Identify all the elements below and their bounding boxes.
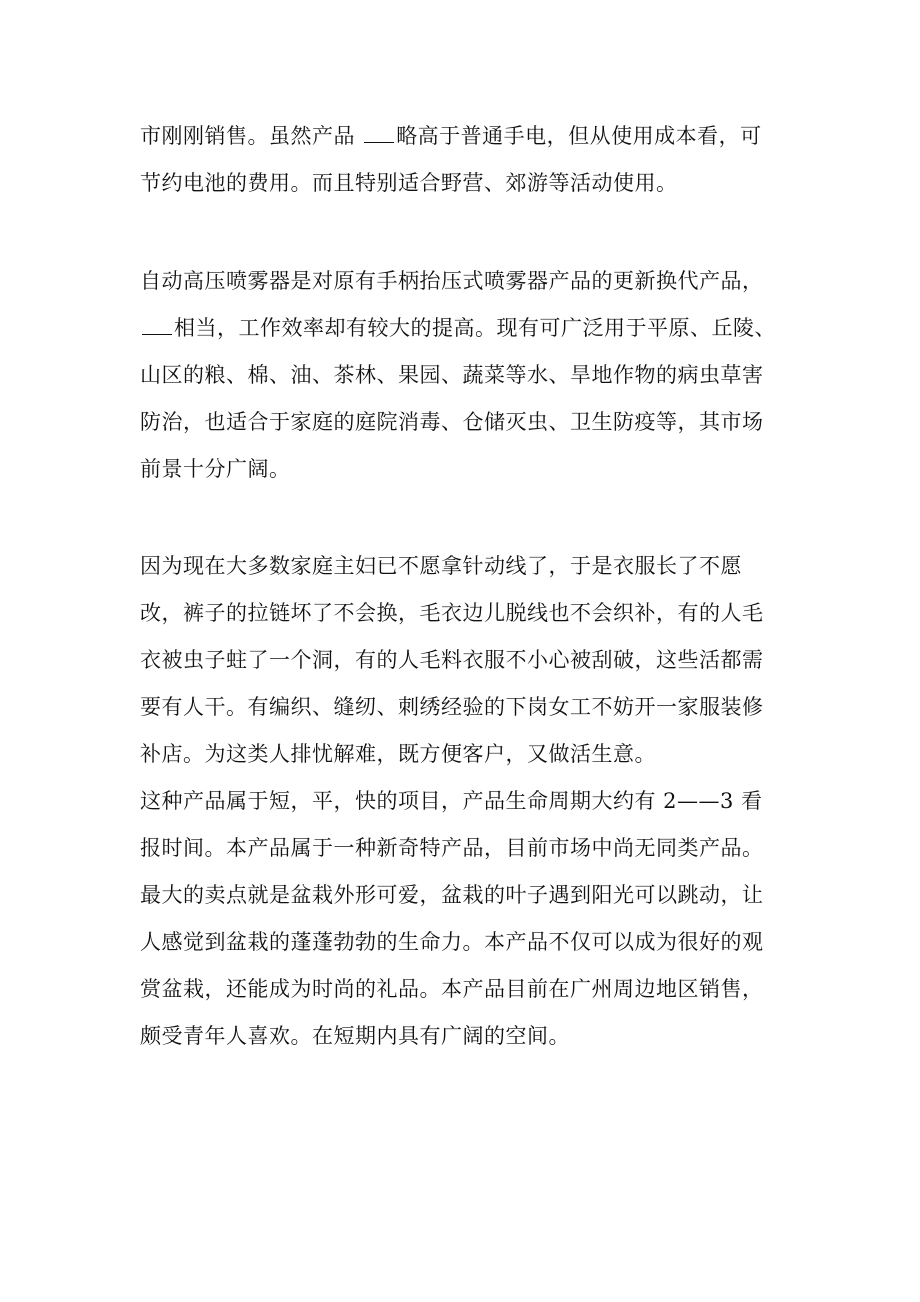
text-line: 自动高压喷雾器是对原有手柄抬压式喷雾器产品的更新换代产品， (140, 269, 764, 293)
fill-blank (142, 318, 172, 335)
text-line (140, 113, 790, 160)
text-line: 这种产品属于短，平，快的项目，产品生命周期大约有 2——3 看 (140, 789, 763, 813)
text-line: 颇受青年人喜欢。在短期内具有广阔的空间。 (140, 1024, 570, 1048)
text-segment: 略高于普通手电，但从使用成本看，可 (396, 124, 762, 148)
text-line (140, 305, 790, 352)
paragraph-clothing-repair (140, 543, 790, 778)
text-line: 报时间。本产品属于一种新奇特产品，目前市场中尚无同类产品。 (140, 836, 764, 860)
text-line: 防治，也适合于家庭的庭院消毒、仓储灭虫、卫生防疫等，其市场 (140, 410, 764, 434)
text-segment: 相当，工作效率却有较大的提高。现有可广泛用于平原、丘陵、 (174, 316, 776, 340)
text-segment: 市刚刚销售。虽然产品 (140, 124, 363, 148)
fill-blank (364, 126, 394, 143)
text-line: 衣被虫子蛀了一个洞，有的人毛料衣服不小心被刮破，这些活都需 (140, 648, 764, 672)
text-line: 赏盆栽，还能成为时尚的礼品。本产品目前在广州周边地区销售， (140, 977, 764, 1001)
text-line: 改，裤子的拉链坏了不会换，毛衣边儿脱线也不会织补，有的人毛 (140, 601, 764, 625)
text-line: 节约电池的费用。而且特别适合野营、郊游等活动使用。 (140, 171, 678, 195)
text-line: 最大的卖点就是盆栽外形可爱，盆栽的叶子遇到阳光可以跳动，让 (140, 883, 764, 907)
text-line: 人感觉到盆栽的蓬蓬勃勃的生命力。本产品不仅可以成为很好的观 (140, 930, 764, 954)
text-line: 要有人干。有编织、缝纫、刺绣经验的下岗女工不妨开一家服装修 (140, 695, 764, 719)
paragraph-flashlight (140, 113, 790, 207)
paragraph-potted-plant (140, 778, 790, 1060)
paragraph-sprayer (140, 258, 790, 493)
text-line: 山区的粮、棉、油、茶林、果园、蔬菜等水、旱地作物的病虫草害 (140, 363, 764, 387)
text-line: 前景十分广阔。 (140, 457, 291, 481)
text-line: 因为现在大多数家庭主妇已不愿拿针动线了，于是衣服长了不愿 (140, 554, 742, 578)
text-line: 补店。为这类人排忧解难，既方便客户，又做活生意。 (140, 742, 656, 766)
